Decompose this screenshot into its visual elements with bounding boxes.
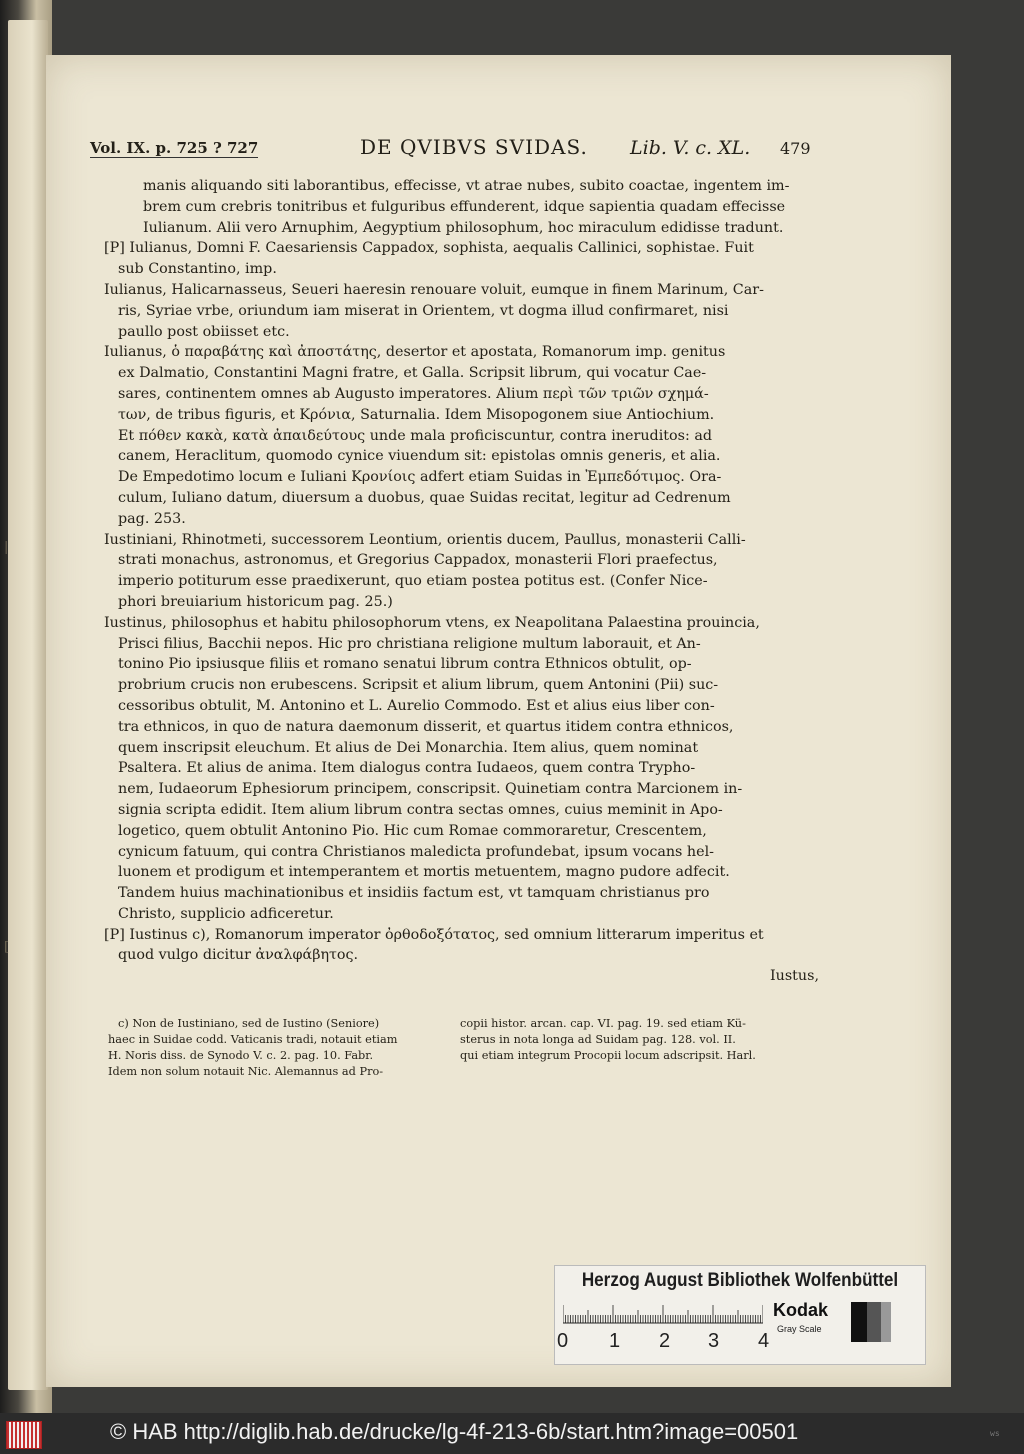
footer-bar (0, 1413, 1024, 1454)
footnote-column-right (460, 1016, 800, 1064)
text-line: quem inscripsit eleuchum. Et alius de Dei Monarchia. Item alius, quem nominat (118, 739, 699, 756)
text-line: probrium crucis non erubescens. Scripsit et alium librum, quem Antonini (Pii) suc- (118, 677, 719, 694)
text-line: [P] Iustinus c), Romanorum imperator ὀρθοδοξότατος, sed omnium litterarum imperitus et (104, 926, 764, 943)
ruler-numbers (557, 1330, 777, 1354)
facing-page-edge (8, 20, 48, 1390)
facing-page-mark: | (4, 540, 9, 555)
running-head-volume: Vol. IX. p. 725 ? 727 (90, 139, 259, 157)
footnote-column-left (108, 1016, 448, 1080)
hab-logo-icon[interactable] (6, 1421, 42, 1449)
ruler-number: 1 (609, 1330, 621, 1352)
text-line: ex Dalmatio, Constantini Magni fratre, et Galla. Scripsit librum, qui vocatur Cae- (118, 365, 707, 382)
color-reference-card (554, 1265, 926, 1365)
text-line: Et πόθεν κακὰ, κατὰ ἀπαιδεύτους unde mala proficiscuntur, contra ineruditos: ad (118, 427, 712, 444)
text-line: signia scripta edidit. Item alium librum contra sectas omnes, cuius meminit in Apo- (118, 801, 723, 818)
text-line: Iustiniani, Rhinotmeti, successorem Leontium, orientis ducem, Paullus, monasterii Calli- (104, 531, 746, 548)
text-line: brem cum crebris tonitribus et fulguribus effunderent, idque sapientia quadam effecisse (143, 198, 786, 215)
text-line: nem, Iudaeorum Ephesiorum principem, conscripsit. Quinetiam contra Marcionem in- (118, 781, 743, 798)
card-title: Herzog August Bibliothek Wolfenbüttel (581, 1270, 899, 1291)
kodak-logo: Kodak (773, 1300, 829, 1320)
footnote-line: qui etiam integrum Procopii locum adscripsit. Harl. (460, 1049, 756, 1062)
footnote-line: c) Non de Iustiniano, sed de Iustino (Seniore) (118, 1017, 380, 1030)
text-line: cessoribus obtulit, M. Antonino et L. Aurelio Commodo. Est et alius eius liber con- (118, 697, 715, 714)
text-line: luonem et prodigum et intemperantem et mortis metuentem, magno pudore adfecit. (118, 864, 730, 881)
facing-page-mark: [ (4, 940, 10, 955)
footnote-line: sterus in nota longa ad Suidam pag. 128. vol. II. (460, 1033, 736, 1046)
page-number: 479 (780, 139, 811, 158)
text-line: phori breuiarium historicum pag. 25.) (118, 593, 393, 610)
text-line: Iulianum. Alii vero Arnuphim, Aegyptium philosophum, hoc miraculum edidisse tradunt. (143, 219, 784, 236)
text-line: tra ethnicos, in quo de natura daemonum disserit, et quartus itidem contra ethnicos, (118, 718, 734, 735)
ruler-number: 0 (557, 1330, 569, 1352)
text-line: De Empedotimo locum e Iuliani Κρονίοις adfert etiam Suidas in Ἐμπεδότιμος. Ora- (118, 469, 722, 486)
running-head (90, 135, 820, 165)
text-line: ris, Syriae vrbe, oriundum iam miserat in Orientem, vt dogma illud confirmaret, nisi (118, 302, 729, 319)
text-line: Iustus, (769, 968, 819, 985)
text-line: strati monachus, astronomus, et Gregorius Cappadox, monasterii Flori praefectus, (118, 552, 718, 569)
text-line: tonino Pio ipsiusque filiis et romano senatui librum contra Ethnicos obtulit, op- (118, 656, 692, 673)
ruler-number: 2 (659, 1330, 671, 1352)
copyright-url[interactable]: © HAB http://diglib.hab.de/drucke/lg-4f-213-6b/start.htm?image=00501 (110, 1419, 799, 1444)
ruler-number: 3 (708, 1330, 720, 1352)
text-line: των, de tribus figuris, et Κρόνια, Saturnalia. Idem Misopogonem siue Antiochium. (118, 406, 715, 423)
text-line: imperio potiturum esse praedixerunt, quo etiam postea potitus est. (Confer Nice- (118, 573, 708, 590)
text-line: cynicum fatuum, qui contra Christianos maledicta profundebat, ipsum vocans hel- (118, 843, 715, 860)
body-text (104, 176, 824, 987)
text-line: culum, Iuliano datum, diuersum a duobus, quae Suidas recitat, legitur ad Cedrenum (118, 489, 731, 506)
gray-scale-label: Gray Scale (777, 1324, 822, 1334)
text-line: Tandem huius machinationibus et insidiis factum est, vt tamquam christianus pro (118, 885, 710, 902)
text-line: [P] Iulianus, Domni F. Caesariensis Cappadox, sophista, aequalis Callinici, sophistae. Fuit (104, 240, 754, 257)
footnote-line: copii histor. arcan. cap. VI. pag. 19. sed etiam Kü- (460, 1017, 746, 1030)
footnote-line: haec in Suidae codd. Vaticanis tradi, notauit etiam (108, 1033, 398, 1046)
ruler-number: 4 (758, 1330, 770, 1352)
text-line: sub Constantino, imp. (118, 261, 277, 278)
text-line: quod vulgo dicitur ἀναλφάβητος. (118, 947, 359, 964)
text-line: logetico, quem obtulit Antonino Pio. Hic cum Romae commoraretur, Crescentem, (118, 822, 707, 839)
text-line: Iulianus, Halicarnasseus, Seueri haeresin renouare voluit, eumque in finem Marinum, Car- (104, 281, 764, 298)
text-line: manis aliquando siti laborantibus, effecisse, vt atrae nubes, subito coactae, ingentem im- (143, 178, 790, 194)
footer-mark: ws (990, 1429, 1000, 1438)
footnote-line: Idem non solum notauit Nic. Alemannus ad Pro- (108, 1065, 384, 1078)
text-line: pag. 253. (118, 510, 186, 527)
text-line: canem, Heraclitum, quomodo cynice viuendum sit: epistolas omnis generis, et alia. (118, 448, 721, 465)
running-head-title: DE QVIBVS SVIDAS. (360, 135, 588, 159)
book-spine (0, 0, 52, 1413)
ruler-scale (563, 1304, 763, 1324)
text-line: Iustinus, philosophus et habitu philosophorum vtens, ex Neapolitana Palaestina prouincia, (104, 614, 760, 631)
text-line: paullo post obiisset etc. (118, 323, 290, 340)
gray-patch (851, 1302, 891, 1342)
text-line: sares, continentem omnes ab Augusto imperatores. Alium περὶ τῶν τριῶν σχημά- (118, 385, 709, 402)
running-head-book: Lib. V. c. XL. (630, 137, 751, 159)
text-line: Prisci filius, Bacchii nepos. Hic pro christiana religione multum laborauit, et An- (118, 635, 701, 652)
text-line: Psaltera. Et alius de anima. Item dialogus contra Iudaeos, quem contra Trypho- (118, 760, 696, 777)
text-line: Christo, supplicio adficeretur. (118, 905, 334, 922)
text-line: Iulianus, ὁ παραβάτης καὶ ἀποστάτης, desertor et apostata, Romanorum imp. genitus (104, 344, 726, 361)
footnote-line: H. Noris diss. de Synodo V. c. 2. pag. 10. Fabr. (108, 1049, 374, 1062)
